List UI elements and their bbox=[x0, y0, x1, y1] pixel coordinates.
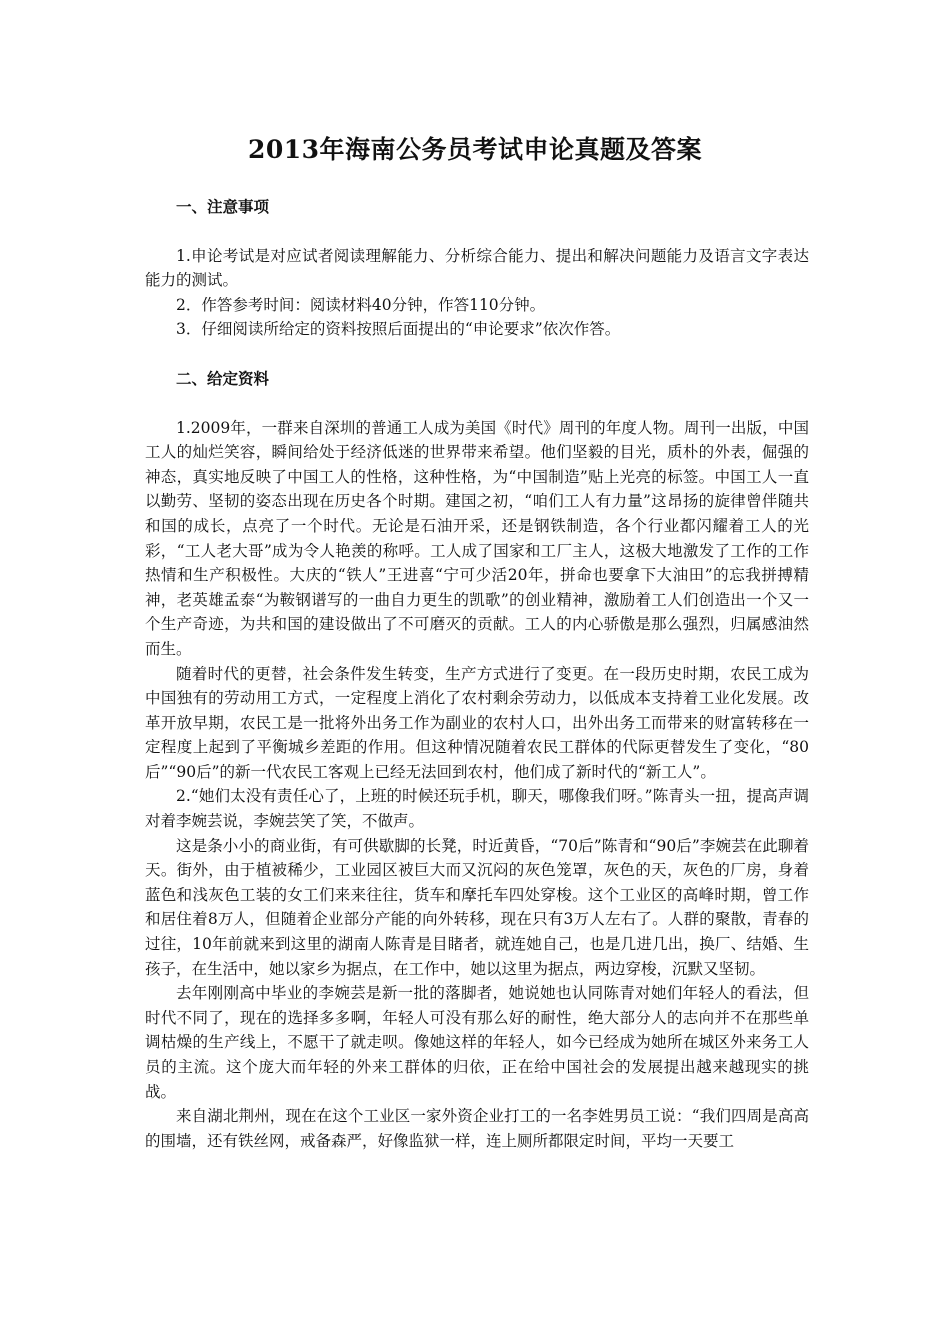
material-paragraph-2: 随着时代的更替，社会条件发生转变，生产方式进行了变更。在一段历史时期，农民工成为中国独有的劳动用工方式，一定程度上消化了农村剩余劳动力，以低成本支持着工业化发展。改革开放早期，农民工是一批将外出务工作为副业的农村人口，出外出务工而带来的财富转移在一定程度上起到了平衡城乡差距的作用。但这种情况随着农民工群体的代际更替发生了变化，“80后”“90后”的新一代农民工客观上已经无法回到农村，他们成了新时代的“新工人”。 bbox=[145, 664, 809, 781]
section-heading-notes: 一、注意事项 bbox=[176, 197, 270, 216]
material-paragraph-3: 2.“她们太没有责任心了，上班的时候还玩手机，聊天，哪像我们呀。”陈青头一扭，提高声调对着李婉芸说，李婉芸笑了笑，不做声。 bbox=[145, 787, 809, 831]
document-body bbox=[145, 195, 809, 1153]
spacer bbox=[145, 392, 809, 416]
material-paragraph-4: 这是条小小的商业街，有可供歇脚的长凳，时近黄昏，“70后”陈青和“90后”李婉芸在此聊着天。街外，由于植被稀少，工业园区被巨大而又沉闷的灰色笼罩，灰色的天，灰色的厂房，身着蓝色和浅灰色工装的女工们来来往往，货车和摩托车四处穿梭。这个工业区的高峰时期，曾工作和居住着8万人，但随着企业部分产能的向外转移，现在只有3万人左右了。人群的聚散，青春的过往，10年前就来到这里的湖南人陈青是目睹者，就连她自己，也是几进几出，换厂、结婚、生孩子，在生活中，她以家乡为据点，在工作中，她以这里为据点，两边穿梭，沉默又坚韧。 bbox=[145, 836, 809, 978]
notes-item-2: 2．作答参考时间：阅读材料40分钟，作答110分钟。 bbox=[176, 295, 546, 314]
material-paragraph-6: 来自湖北荆州，现在在这个工业区一家外资企业打工的一名李姓男员工说：“我们四周是高高的围墙，还有铁丝网，戒备森严，好像监狱一样，连上厕所都限定时间，平均一天要工 bbox=[145, 1107, 809, 1150]
spacer bbox=[145, 342, 809, 367]
notes-item-3: 3．仔细阅读所给定的资料按照后面提出的“申论要求”依次作答。 bbox=[176, 320, 621, 339]
spacer bbox=[145, 220, 809, 244]
material-paragraph-1: 1.2009年，一群来自深圳的普通工人成为美国《时代》周刊的年度人物。周刊一出版，中国工人的灿烂笑容，瞬间给处于经济低迷的世界带来希望。他们坚毅的目光，质朴的外表，倔强的神态，真实地反映了中国工人的性格，这种性格，为“中国制造”贴上光亮的标签。中国工人一直以勤劳、坚韧的姿态出现在历史各个时期。建国之初，“咱们工人有力量”这昂扬的旋律曾伴随共和国的成长，点亮了一个时代。无论是石油开采，还是钢铁制造，各个行业都闪耀着工人的光彩，“工人老大哥”成为令人艳羡的称呼。工人成了国家和工厂主人，这极大地激发了工作的工作热情和生产积极性。大庆的“铁人”王进喜“宁可少活20年，拼命也要拿下大油田”的忘我拼搏精神，老英雄孟泰“为鞍钢谱写的一曲自力更生的凯歌”的创业精神，激励着工人们创造出一个又一个生产奇迹，为共和国的建设做出了不可磨灭的贡献。工人的内心骄傲是那么强烈，归属感油然而生。 bbox=[145, 418, 809, 658]
material-paragraph-5: 去年刚刚高中毕业的李婉芸是新一批的落脚者，她说她也认同陈青对她们年轻人的看法，但时代不同了，现在的选择多多啊，年轻人可没有那么好的耐性，绝大部分人的志向并不在那些单调枯燥的生产线上，不愿干了就走呗。像她这样的年轻人，如今已经成为她所在城区外来务工人员的主流。这个庞大而年轻的外来工群体的归依，正在给中国社会的发展提出越来越现实的挑战。 bbox=[145, 984, 809, 1101]
section-heading-materials: 二、给定资料 bbox=[176, 368, 270, 388]
page-title: 2013年海南公务员考试申论真题及答案 bbox=[247, 135, 703, 164]
notes-item-1: 1.申论考试是对应试者阅读理解能力、分析综合能力、提出和解决问题能力及语言文字表达能力的测试。 bbox=[145, 246, 809, 290]
